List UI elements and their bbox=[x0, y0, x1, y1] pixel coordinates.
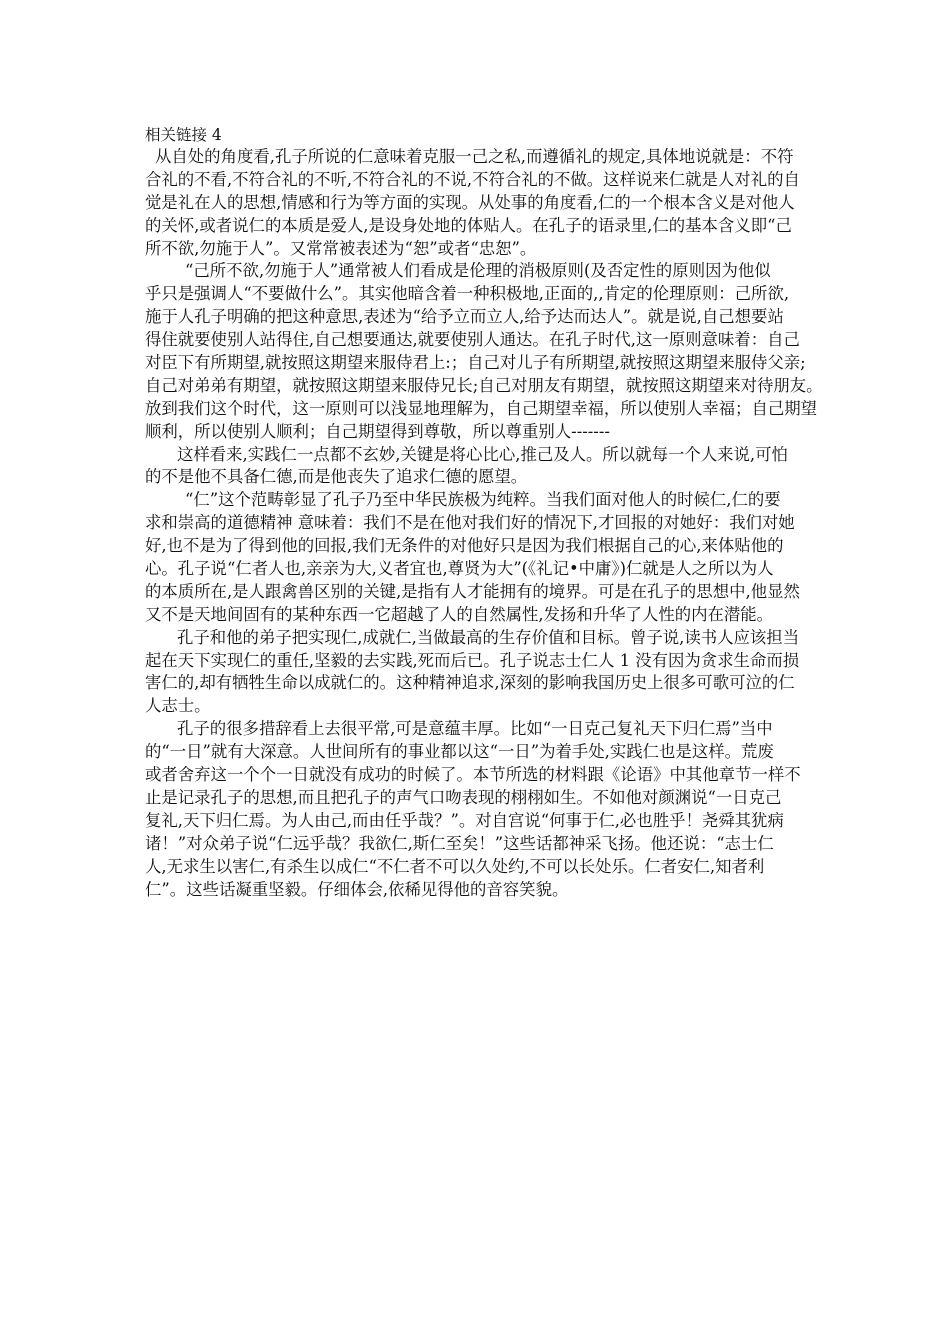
text-line: 放到我们这个时代，这一原则可以浅显地理解为，自己期望幸福，所以使别人幸福；自己期望 bbox=[145, 398, 818, 418]
text-line: 觉是礼在人的思想,情感和行为等方面的实现。从处事的角度看,仁的一个根本含义是对他人 bbox=[145, 192, 795, 212]
text-line: 施于人孔子明确的把这种意思,表述为“给予立而立人,给予达而达人”。就是说,自己想要站 bbox=[145, 307, 784, 327]
text-line: 的本质所在,是人跟禽兽区别的关键,是指有人才能拥有的境界。可是在孔子的思想中,他显然 bbox=[145, 581, 800, 601]
paragraph-4 bbox=[145, 489, 825, 626]
paragraph-2 bbox=[145, 260, 825, 443]
text-line: 止是记录孔子的思想,而且把孔子的声气口吻表现的栩栩如生。不如他对颜渊说“一日克己 bbox=[145, 787, 782, 807]
text-line: 合礼的不看,不符合礼的不听,不符合礼的不说,不符合礼的不做。这样说来仁就是人对礼的自 bbox=[145, 169, 800, 189]
text-line: 孔子的很多措辞看上去很平常,可是意蕴丰厚。比如“一日克己复礼天下归仁焉”当中 bbox=[177, 719, 773, 739]
text-line: 得住就要使别人站得住,自己想要通达,就要使别人通达。在孔子时代,这一原则意味着：自己 bbox=[145, 330, 800, 350]
text-line: 好,也不是为了得到他的回报,我们无条件的对他好只是因为我们根据自己的心,来体贴他的 bbox=[145, 536, 784, 556]
text-line: 或者舍弃这一个个一日就没有成功的时候了。本节所选的材料跟《论语》中其他章节一样不 bbox=[145, 765, 801, 785]
text-line: 仁”。这些话凝重坚毅。仔细体会,依稀见得他的音容笑貌。 bbox=[145, 879, 569, 899]
text-line: 这样看来,实践仁一点都不玄妙,关键是将心比心,推己及人。所以就每一个人来说,可怕 bbox=[177, 444, 788, 464]
text-line: “己所不欲,勿施于人”通常被人们看成是伦理的消极原则(及否定性的原则因为他似 bbox=[185, 261, 771, 281]
text-line: 害仁的,却有牺牲生命以成就仁的。这种精神追求,深刻的影响我国历史上很多可歌可泣的仁 bbox=[145, 673, 795, 693]
paragraph-3 bbox=[145, 444, 825, 490]
text-line: 的不是他不具备仁德,而是他丧失了追求仁德的愿望。 bbox=[145, 467, 528, 487]
text-line: 从自处的角度看,孔子所说的仁意味着克服一己之私,而遵循礼的规定,具体地说就是：不符 bbox=[155, 147, 794, 166]
text-line: 复礼,天下归仁焉。为人由己,而由任乎哉？”。对自宫说“何事于仁,必也胜乎！尧舜其犹病 bbox=[145, 810, 784, 830]
text-line: 心。孔子说“仁者人也,亲亲为大,义者宜也,尊贤为大”(《礼记•中庸》)仁就是人之所以为人 bbox=[145, 559, 774, 579]
text-line: 孔子和他的弟子把实现仁,成就仁,当做最高的生存价值和目标。曾子说,读书人应该担当 bbox=[177, 627, 800, 647]
text-line: 人,无求生以害仁,有杀生以成仁“不仁者不可以久处约,不可以长处乐。仁者安仁,知者利 bbox=[145, 856, 765, 876]
text-line: 顺利，所以使别人顺利；自己期望得到尊敬，所以尊重别人------- bbox=[145, 421, 610, 441]
text-line: 的关怀,或者说仁的本质是爱人,是设身处地的体贴人。在孔子的语录里,仁的基本含义即“己 bbox=[145, 215, 792, 235]
paragraph-6 bbox=[145, 718, 825, 901]
text-line: 自己对弟弟有期望，就按照这期望来服侍兄长;自己对朋友有期望，就按照这期望来对待朋友。 bbox=[145, 375, 823, 395]
text-line: 起在天下实现仁的重任,坚毅的去实践,死而后已。孔子说志士仁人 1 没有因为贪求生命而损 bbox=[145, 650, 800, 670]
paragraph-1 bbox=[145, 146, 825, 260]
text-line: 的“一日”就有大深意。人世间所有的事业都以这“一日”为着手处,实践仁也是这样。荒废 bbox=[145, 742, 774, 762]
section-heading: 相关链接 4 bbox=[145, 126, 222, 144]
text-line: 又不是天地间固有的某种东西一它超越了人的自然属性,发扬和升华了人性的内在潜能。 bbox=[145, 604, 774, 624]
text-line: 求和崇高的道德精神 意味着：我们不是在他对我们好的情况下,才回报的对她好：我们对她 bbox=[145, 513, 795, 533]
text-line: “仁”这个范畴彰显了孔子乃至中华民族极为纯粹。当我们面对他人的时候仁,仁的要 bbox=[185, 490, 781, 510]
text-line: 人志士。 bbox=[145, 696, 211, 716]
document-page bbox=[145, 124, 825, 901]
text-line: 诸！”对众弟子说“仁远乎哉？我欲仁,斯仁至矣！”这些话都神采飞扬。他还说：“志士仁 bbox=[145, 833, 774, 853]
text-line: 对臣下有所期望,就按照这期望来服侍君上:；自己对儿子有所期望,就按照这期望来服侍父亲; bbox=[145, 353, 806, 373]
text-line: 乎只是强调人“不要做什么”。其实他暗含着一种积极地,正面的,,肯定的伦理原则：己所欲, bbox=[145, 284, 790, 304]
paragraph-5 bbox=[145, 627, 825, 719]
text-line: 所不欲,勿施于人”。又常常被表述为“恕”或者“忠恕”。 bbox=[145, 238, 537, 258]
